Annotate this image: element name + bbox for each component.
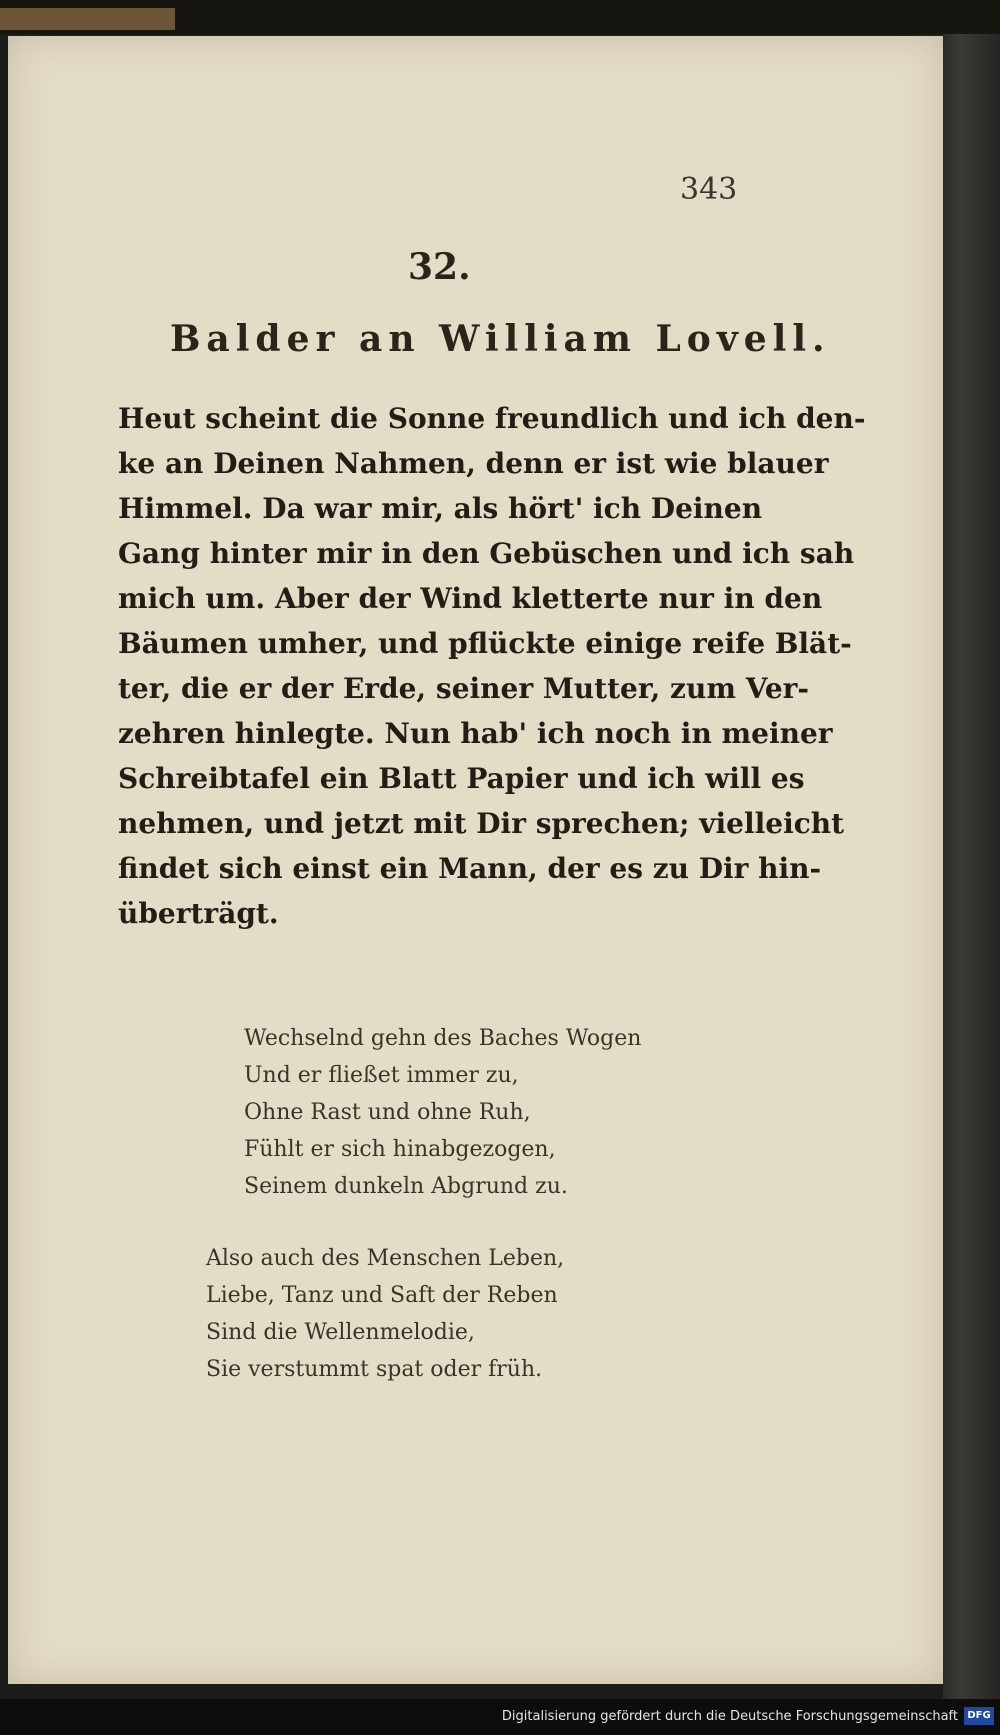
dfg-logo: DFG bbox=[964, 1707, 994, 1725]
prose-line: Heut scheint die Sonne freundlich und ich den- bbox=[118, 402, 866, 435]
prose-line: mich um. Aber der Wind kletterte nur in den bbox=[118, 582, 823, 615]
poem-stanza-2 bbox=[206, 1240, 564, 1388]
prose-line: nehmen, und jetzt mit Dir sprechen; vielleicht bbox=[118, 807, 845, 840]
page-number: 343 bbox=[680, 172, 738, 207]
prose-line: findet sich einst ein Mann, der es zu Dir hin- bbox=[118, 852, 822, 885]
prose-line: überträgt. bbox=[118, 897, 279, 930]
verse-line: Liebe, Tanz und Saft der Reben bbox=[206, 1283, 558, 1308]
prose-line: zehren hinlegte. Nun hab' ich noch in meiner bbox=[118, 717, 833, 750]
verse-line: Wechselnd gehn des Baches Wogen bbox=[244, 1026, 642, 1051]
prose-line: ke an Deinen Nahmen, denn er ist wie blauer bbox=[118, 447, 829, 480]
verse-line: Und er fließet immer zu, bbox=[244, 1063, 519, 1088]
verse-line: Sie verstummt spat oder früh. bbox=[206, 1357, 543, 1382]
prose-line: Schreibtafel ein Blatt Papier und ich will es bbox=[118, 762, 805, 795]
binding-tab bbox=[0, 8, 175, 30]
verse-line: Also auch des Menschen Leben, bbox=[206, 1246, 565, 1271]
prose-line: ter, die er der Erde, seiner Mutter, zum Ver- bbox=[118, 672, 810, 705]
letter-heading: Balder an William Lovell. bbox=[170, 318, 831, 360]
prose-line: Himmel. Da war mir, als hört' ich Deinen bbox=[118, 492, 763, 525]
poem-stanza-1 bbox=[244, 1020, 641, 1205]
prose-block bbox=[118, 396, 866, 936]
verse-line: Fühlt er sich hinabgezogen, bbox=[244, 1137, 556, 1162]
verse-line: Ohne Rast und ohne Ruh, bbox=[244, 1100, 531, 1125]
chapter-number: 32. bbox=[408, 246, 471, 288]
prose-line: Bäumen umher, und pflückte einige reife Blät- bbox=[118, 627, 852, 660]
scan-right-edge bbox=[943, 34, 1000, 1699]
scan-top-edge bbox=[0, 0, 1000, 34]
footer-bar bbox=[0, 1699, 1000, 1735]
verse-line: Seinem dunkeln Abgrund zu. bbox=[244, 1174, 568, 1199]
prose-line: Gang hinter mir in den Gebüschen und ich sah bbox=[118, 537, 855, 570]
verse-line: Sind die Wellenmelodie, bbox=[206, 1320, 475, 1345]
funding-credit: Digitalisierung gefördert durch die Deutsche Forschungsgemeinschaft bbox=[501, 1709, 958, 1724]
